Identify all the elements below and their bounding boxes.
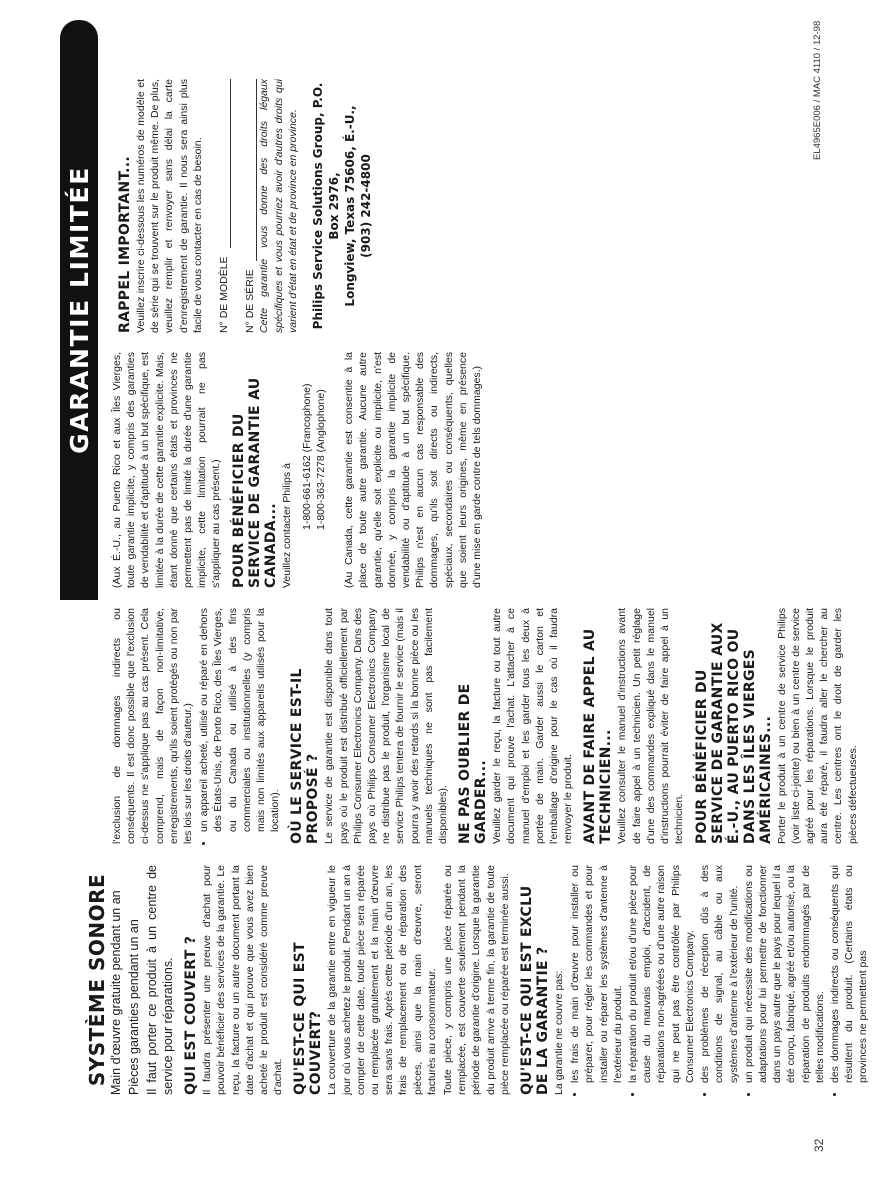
column-4: [110, 79, 374, 333]
list-item: • un produit qui nécessite des modifications ou adaptations pour lui permettre de fonctionner dans un pays autre que le pays pour lequel il a été conçu, fabriqué, agréé et/ou autorisé, ou la réparation de produits endommagés par de telles modifications.: [742, 865, 827, 1083]
phone-francophone: 1-800-661-6162 (Francophone): [300, 383, 313, 530]
legal-rights-note: Cette garantie vous donne des droits légaux spécifiques et vous pourriez avoir d'autres droits qui varient d'état en état et de province en province.: [258, 79, 299, 333]
paragraph-couvert: Il faudra présenter une preuve d'achat pour pouvoir bénéficier des services de la garantie. Le reçu, la facture ou un autre document portant la date d'achat et qui prouve que vous avez bien acheté le produit est considéré comme preuve d'achat.: [201, 865, 285, 1095]
serial-number-label: N° DE SÉRIE: [244, 269, 257, 333]
heading-qui-est-couvert: QUI EST COUVERT ?: [183, 935, 200, 1095]
paragraph-ou-service: Le service de garantie est disponible dans tout pays où le produit est distribué officiellement par Philips Consumer Electronics Company. Dans des pays où Philips Consumer Electronics Company ne distribue pas le produit, l'organisme local de service Philips tentera de fournir le service (mais il pourra y avoir des retards si la bonne pièce ou les manuels techniques ne sont pas facilement disponibles).: [323, 608, 450, 844]
heading-garder: NE PAS OUBLIER DE GARDER...: [457, 683, 490, 844]
list-item: • des problèmes de réception dûs à des conditions de signal, au câble ou aux systèmes d'antenne à l'extérieur de l'unité.: [698, 865, 741, 1083]
product-title: SYSTÈME SONORE: [85, 873, 109, 1087]
paragraph-contact: Veuillez contacter Philips à: [280, 463, 293, 588]
address-phone: (903) 242-4800: [359, 154, 374, 258]
list-item: • la réparation du produit et/ou d'une pièce pour cause du mauvais emploi, d'accident, de réparations non-agréées ou d'une autre raison qui ne peut pas être contrôlée par Philips Consumer Electronics Company.: [626, 865, 697, 1083]
list-item: • les frais de main d'œuvre pour installer ou préparer, pour régler les commandes et pour installer ou réparer les systèmes d'antenne à l'extérieur du produit.: [568, 865, 625, 1083]
paragraph-service-usa: Porter le produit à un centre de service Philips (voir liste ci-jointe) ou bien à un centre de service agréé pour les réparations. Lorsque le produit aura été réparé, il faudra aller le chercher au centre. Les centres ont le droit de garder les pièces défectueuses.: [775, 608, 859, 844]
footer-code: EL4965E006 / MAC 4110 / 12-98: [812, 20, 823, 160]
service-address: [310, 79, 374, 333]
column-2: [110, 608, 862, 844]
phone-anglophone: 1-800-363-7278 (Anglophone): [315, 389, 328, 530]
column-1: [85, 865, 872, 1095]
paragraph-canada-warranty: (Au Canada, cette garantie est consentie à la place de toute autre garantie. Aucune autre garantie, qu'elle soit explicite ou implicite, n'est donnée, y compris la garantie implicite de vendabilité ou d'aptitude à un but spécifique. Philips n'est en aucun cas responsable des dommages, qu'ils soit directs ou indirects, spéciaux, secondaires ou conséquents, quelles que soient leurs origines, même en présence d'une mise en garde contre de tels dommages.): [343, 352, 484, 588]
paragraph-garder: Veuillez garder le reçu, la facture ou tout autre document qui prouve l'achat. L'attacher à ce manuel d'emploi et les garder tous les deux à portée de main. Garder aussi le carton et l'emballage d'origine pour le cas où il faudra renvoyer le produit.: [491, 608, 575, 844]
page-number: 32: [812, 1138, 826, 1152]
paragraph-usa-implied: (Aux É.-U., au Puerto Rico et aux Îles Vierges, toute garantie implicite, y compris des garanties de vendabilité et d'aptitude à un but spécifique, est limitée à la durée de cette garantie explicite. Mais, étant donné que certains états et provinces ne permettent pas de limité la durée d'une garantie implicite, cette limitation pourrait ne pas s'appliquer au cas présent.): [111, 352, 223, 588]
heading-service-usa: POUR BÉNÉFICIER DU SERVICE DE GARANTIE AUX É.-U., AU PUERTO RICO OU DANS LES ÎLES VIERGES AMÉRICAINES...: [693, 622, 774, 844]
list-item: • un appareil acheté, utilisé ou réparé en dehors des États-Unis, de Porto Rico, des Îles Vierges, ou du Canada ou utilisé à des fins commerciales ou institutionnelles (y compris mais non limités aux appareils utilisés pour la location).: [197, 608, 282, 832]
column-3: [110, 352, 486, 588]
model-number-label: N° DE MODÈLE: [218, 256, 231, 333]
heading-quest-ce-qui-est-couvert: QU'EST-CE QUI EST COUVERT?: [292, 942, 325, 1095]
heading-exclu: QU'EST-CE QUI EST EXCLU DE LA GARANTIE ?: [519, 885, 552, 1095]
heading-rappel: RAPPEL IMPORTANT...: [117, 155, 133, 333]
intro-parts: Pièces garanties pendant un an: [127, 919, 142, 1095]
intro-service: Il faut porter ce produit à un centre de service pour réparations.: [145, 865, 176, 1095]
serial-number-field[interactable]: [243, 79, 257, 333]
phone-numbers: [300, 352, 328, 588]
intro-labor: Main d'œuvre gratuite pendant un an: [109, 890, 124, 1095]
paragraph-avant-technicien: Veuillez consulter le manuel d'instructions avant de faire appel à un technicien. Un petit réglage d'une des commandes expliqué dans le manuel d'instructions pourrait éviter de faire appel à un technicien.: [616, 608, 686, 844]
paragraph-rappel: Veuillez inscrire ci-dessous les numéros de modèle et de série qui se trouvent sur le produit même. De plus, veuillez remplir et renvoyer sans délai la carte d'enregistrement de garantie. Il nous sera ainsi plus facile de vous contacter en cas de besoin.: [135, 79, 204, 333]
paragraph-couverture: La couverture de la garantie entre en vigueur le jour où vous achetez le produit. Pendant un an à compter de cette date, toute pièce sera réparée ou remplacée gratuitement et la main d'œuvre sera sans frais. Après cette période d'un an, les frais de remplacement ou de réparation des pièces, ainsi que la main d'œuvre, seront facturés au consommateur.: [326, 865, 438, 1095]
list-item: • des dommages indirects ou conséquents qui résultent du produit. (Certains états ou provinces ne permettent pas: [828, 865, 871, 1083]
heading-ou-service: OÙ LE SERVICE EST-IL PROPOSÉ ?: [289, 668, 322, 844]
model-number-line[interactable]: [229, 79, 231, 248]
paragraph-exclu: La garantie ne couvre pas:: [553, 970, 566, 1095]
title-banner: [60, 20, 98, 600]
heading-avant-technicien: AVANT DE FAIRE APPEL AU TECHNICIEN...: [582, 628, 615, 844]
address-line-2: Longview, Texas 75606, É.-U.,: [343, 105, 358, 307]
exclusion-list: [568, 865, 870, 1095]
exclusion-list-cont: [197, 608, 282, 844]
paragraph-piece: Toute pièce, y compris une pièce réparée ou remplacée, est couverte seulement pendant la période de garantie d'origine. Lorsque la garantie du produit arrive à terme fin, la garantie de toute pièce remplacée ou réparée est terminée aussi.: [442, 865, 511, 1095]
model-number-field[interactable]: [217, 79, 231, 333]
banner-title: GARANTIE LIMITÉE: [64, 166, 94, 454]
heading-service-canada: POUR BÉNÉFICIER DU SERVICE DE GARANTIE AU CANADA...: [230, 377, 279, 588]
paragraph-continued: l'exclusion de dommages indirects ou conséquents. Il est donc possible que l'exclusion ci-dessus ne s'applique pas au cas présent. Cela comprend, mais de façon non-limitative, enregistrements, qu'ils soient protégés ou non par les lois sur les droits d'auteur.): [111, 608, 195, 844]
address-line-1: Philips Service Solutions Group, P.O. Box 2976,: [311, 82, 342, 330]
